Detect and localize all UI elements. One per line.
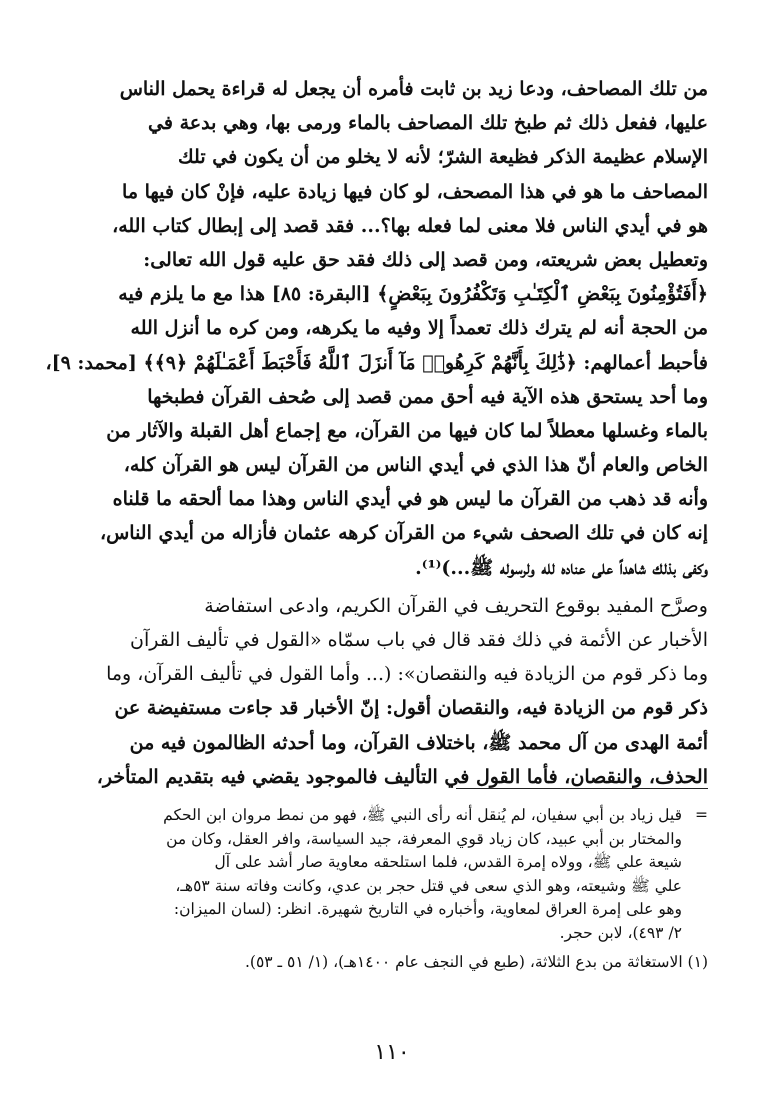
- text-line: وما أحد يستحق هذه الآية فيه أحق ممن قصد إلى صُحف القرآن فطبخها: [147, 385, 708, 408]
- text-line: من الحجة أنه لم يترك ذلك تعمداً إلا وفيه ما يكرهه، ومن كره ما أنزل الله: [130, 317, 708, 340]
- text-line: أئمة الهدى من آل محمد ﷺ، باختلاف القرآن، وما أحدثه الظالمون فيه من: [129, 731, 708, 754]
- footnote-line: [76, 804, 708, 828]
- text-line: وكفى بذلك شاهداً على عناده لله ولرسوله ﷺ...)⁽¹⁾.: [415, 556, 708, 579]
- text-line: إنه كان في تلك الصحف شيء من القرآن كرهه عثمان فأزاله من أيدي الناس،: [99, 522, 708, 545]
- text-line: فأحبط أعمالهم: ﴿ذَٰلِكَ بِأَنَّهُمْ كَرِهُوا۟ مَآ أَنزَلَ ٱللَّهُ فَأَحْبَطَ أَعْمَـٰلَهُمْ ﴿٩﴾﴾ [محمد: ٩]،: [45, 351, 708, 374]
- text-line: وما ذكر قوم من الزيادة فيه والنقصان»: (... وأما القول في تأليف القرآن، وما: [106, 663, 708, 686]
- text-line: ﴿أَفَتُؤْمِنُونَ بِبَعْضِ ٱلْكِتَـٰبِ وَتَكْفُرُونَ بِبَعْضٍ﴾ [البقرة: ٨٥] هذا مع ما يلزم فيه: [118, 283, 708, 306]
- footnote-continuation-marker: =: [695, 806, 708, 824]
- footnote-line: ٢/ ٤٩٣)، لابن حجر.: [559, 923, 682, 942]
- text-line: الأخبار عن الأئمة في ذلك فقد قال في باب سمّاه «القول في تأليف القرآن: [129, 629, 708, 651]
- footnote-line: شيعة علي ﷺ، وولاه إمرة القدس، فلما استلحقه معاوية صار أشد على آل: [214, 853, 682, 871]
- text-line: المصاحف ما هو في هذا المصحف، لو كان فيها زيادة عليه، فإنْ كان فيها ما: [122, 180, 708, 203]
- text-line: وأنه قد ذهب من القرآن ما ليس هو في أيدي الناس وهذا مما ألحقه ما قلناه: [112, 488, 708, 511]
- footnote-line: والمختار بن أبي عبيد، كان زياد قوي المعرفة، جيد السياسة، وافر العقل، وكان من: [166, 829, 682, 848]
- footnotes: [76, 804, 708, 975]
- text-line: من تلك المصاحف، ودعا زيد بن ثابت فأمره أن يجعل له قراءة يحمل الناس: [119, 78, 708, 100]
- text-line: الإسلام عظيمة الذكر فظيعة الشرّ؛ لأنه لا يخلو من أن يكون في تلك: [178, 146, 708, 169]
- text-line: وصرَّح المفيد بوقوع التحريف في القرآن الكريم، وادعى استفاضة: [204, 594, 708, 617]
- text-line: وتعطيل بعض شريعته، ومن قصد إلى ذلك فقد حق عليه قول الله تعالى:: [143, 248, 708, 271]
- text-line: عليها، ففعل ذلك ثم طبخ تلك المصاحف بالماء ورمى بها، وهي بدعة في: [148, 112, 708, 135]
- text-line: ذكر قوم من الزيادة فيه، والنقصان أقول: إنّ الأخبار قد جاءت مستفيضة عن: [114, 697, 708, 720]
- footnote-text: قيل زياد بن أبي سفيان، لم يُنقل أنه رأى النبي ﷺ، فهو من نمط مروان ابن الحكم: [163, 806, 682, 824]
- text-line: الحذف، والنقصان، فأما القول في التأليف فالموجود يقضي فيه بتقديم المتأخر،: [96, 765, 708, 788]
- footnote-line: علي ﷺ وشيعته، وهو الذي سعى في قتل حجر بن عدي، وكانت وفاته سنة ٥٣هـ،: [175, 876, 682, 895]
- page-number: ١١٠: [374, 1040, 410, 1065]
- page: [45, 72, 708, 1072]
- main-text: [45, 72, 708, 794]
- footnote-divider: [456, 788, 708, 789]
- text-line: الخاص والعام أنّ هذا الذي في أيدي الناس من القرآن ليس هو القرآن كله،: [123, 454, 708, 477]
- footnote-1: (١) الاستغاثة من بدع الثلاثة، (طبع في النجف عام ١٤٠٠هـ)، (١/ ٥١ ـ ٥٣).: [244, 953, 708, 971]
- text-line: بالماء وغسلها معطلاً لما كان فيها من القرآن، مع إجماع أهل القبلة والآثار من: [106, 419, 708, 442]
- text-line: هو في أيدي الناس فلا معنى لما فعله بها؟... فقد قصد إلى إبطال كتاب الله،: [112, 214, 708, 237]
- footnote-line: وهو على إمرة العراق لمعاوية، وأخباره في التاريخ شهيرة. انظر: (لسان الميزان:: [173, 900, 682, 918]
